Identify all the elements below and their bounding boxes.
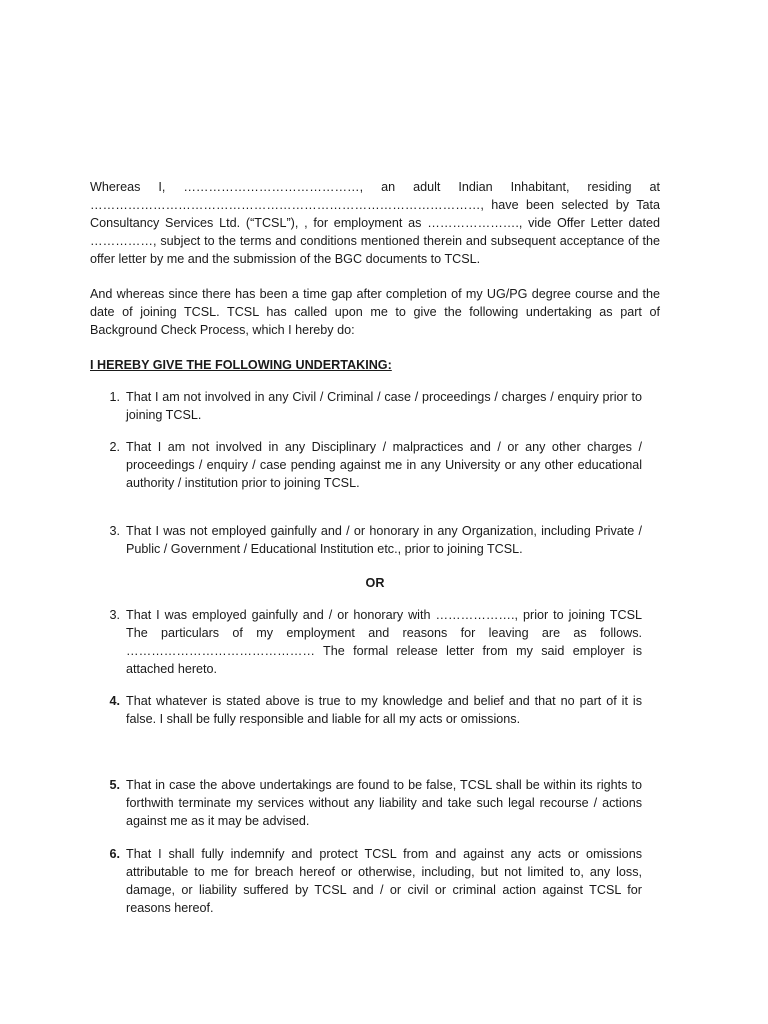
item-number: 3. (109, 524, 120, 538)
undertaking-item-4 (90, 692, 660, 728)
item-number: 4. (109, 694, 120, 708)
item-number: 3. (109, 608, 120, 622)
item-text: That I am not involved in any Disciplinary / malpractices and / or any other charges / proceedings / enquiry / case pending against me in any University or any other educational authority / institution prior to joining TCSL. (126, 440, 642, 490)
item-text: That in case the above undertakings are found to be false, TCSL shall be within its rights to forthwith terminate my services without any liability and take such legal recourse / actions against me as it may be advised. (126, 778, 642, 828)
item-text: That whatever is stated above is true to my knowledge and belief and that no part of it is false. I shall be fully responsible and liable for all my acts or omissions. (126, 694, 642, 726)
undertaking-item-5 (90, 776, 660, 830)
undertaking-item-1 (90, 388, 660, 424)
item-text: That I am not involved in any Civil / Criminal / case / proceedings / charges / enquiry prior to joining TCSL. (126, 390, 642, 422)
undertaking-document (90, 178, 660, 917)
or-separator: OR (365, 576, 385, 590)
undertaking-item-3a (90, 522, 660, 558)
undertaking-heading: I HEREBY GIVE THE FOLLOWING UNDERTAKING: (90, 358, 392, 372)
undertaking-item-2 (90, 438, 660, 492)
item-number: 5. (109, 778, 120, 792)
item-text: That I was not employed gainfully and / or honorary in any Organization, including Private / Public / Government / Educational Institution etc., prior to joining TCSL. (126, 524, 642, 556)
undertaking-item-6 (90, 845, 660, 917)
item-text: That I shall fully indemnify and protect TCSL from and against any acts or omissions attributable to me for breach hereof or otherwise, including, but not limited to, any loss, damage, or liability suffered by TCSL and / or civil or criminal action against TCSL for reasons hereof. (126, 847, 642, 915)
time-gap-paragraph: And whereas since there has been a time gap after completion of my UG/PG degree course and the date of joining TCSL. TCSL has called upon me to give the following undertaking as part of Background Check Process, which I hereby do: (90, 287, 660, 337)
item-number: 2. (109, 440, 120, 454)
item-text: That I was employed gainfully and / or honorary with ………………., prior to joining TCSL The particulars of my employment and reasons for leaving are as follows. ……………………………………… The formal release letter from my said employer is attached hereto. (126, 608, 642, 676)
undertaking-item-3b (90, 606, 660, 678)
item-number: 6. (109, 847, 120, 861)
item-number: 1. (109, 390, 120, 404)
intro-paragraph: Whereas I, ……………………………………, an adult Indian Inhabitant, residing at …………………………………………………………………………………, have been selected by Tata Consultancy Services Ltd. (“TCSL”), , for employment as …………………., vide Offer Letter dated ……………, subject to the terms and conditions mentioned therein and subsequent acceptance of the offer letter by me and the submission of the BGC documents to TCSL. (90, 180, 660, 266)
